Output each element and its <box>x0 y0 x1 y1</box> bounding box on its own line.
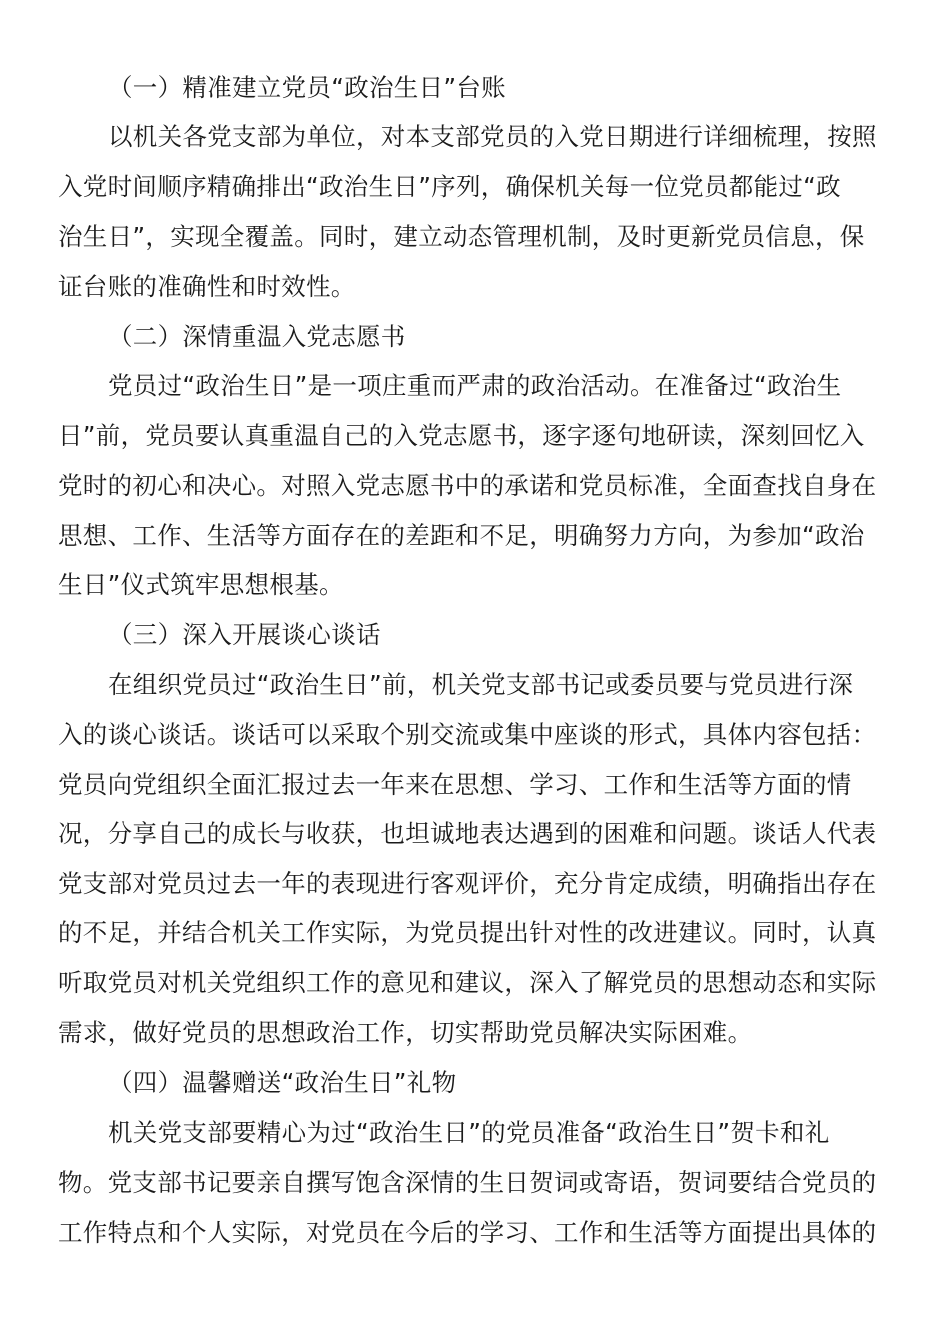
section-heading-4: （四）温馨赠送“政治生日”礼物 <box>108 1068 457 1097</box>
paragraph-line: 的不足，并结合机关工作实际，为党员提出针对性的改进建议。同时，认真 <box>58 918 877 947</box>
paragraph-line: 入的谈心谈话。谈话可以采取个别交流或集中座谈的形式，具体内容包括： <box>58 720 877 749</box>
paragraph-line: 党支部对党员过去一年的表现进行客观评价，充分肯定成绩，明确指出存在 <box>58 869 877 898</box>
paragraph-line: 需求，做好党员的思想政治工作，切实帮助党员解决实际困难。 <box>58 1018 753 1047</box>
paragraph-line: 思想、工作、生活等方面存在的差距和不足，明确努力方向，为参加“政治 <box>58 521 865 550</box>
paragraph-line: 工作特点和个人实际，对党员在今后的学习、工作和生活等方面提出具体的 <box>58 1218 877 1247</box>
paragraph-line: 在组织党员过“政治生日”前，机关党支部书记或委员要与党员进行深 <box>108 670 854 699</box>
paragraph-line: 以机关各党支部为单位，对本支部党员的入党日期进行详细梳理，按照 <box>108 122 877 151</box>
paragraph-line: 况，分享自己的成长与收获，也坦诚地表达遇到的困难和问题。谈话人代表 <box>58 819 877 848</box>
paragraph-line: 机关党支部要精心为过“政治生日”的党员准备“政治生日”贺卡和礼 <box>108 1118 830 1147</box>
paragraph-line: 生日”仪式筑牢思想根基。 <box>58 570 344 599</box>
paragraph-line: 证台账的准确性和时效性。 <box>58 272 356 301</box>
paragraph-line: 入党时间顺序精确排出“政治生日”序列，确保机关每一位党员都能过“政 <box>58 172 841 201</box>
paragraph-line: 听取党员对机关党组织工作的意见和建议，深入了解党员的思想动态和实际 <box>58 968 877 997</box>
paragraph-line: 治生日”，实现全覆盖。同时，建立动态管理机制，及时更新党员信息，保 <box>58 222 865 251</box>
section-heading-1: （一）精准建立党员“政治生日”台账 <box>108 73 506 102</box>
paragraph-line: 日”前，党员要认真重温自己的入党志愿书，逐字逐句地研读，深刻回忆入 <box>58 421 865 450</box>
paragraph-line: 党员向党组织全面汇报过去一年来在思想、学习、工作和生活等方面的情 <box>58 770 852 799</box>
paragraph-line: 党员过“政治生日”是一项庄重而严肃的政治活动。在准备过“政治生 <box>108 371 842 400</box>
section-heading-3: （三）深入开展谈心谈话 <box>108 620 381 649</box>
paragraph-line: 物。党支部书记要亲自撰写饱含深情的生日贺词或寄语，贺词要结合党员的 <box>58 1168 877 1197</box>
section-heading-2: （二）深情重温入党志愿书 <box>108 322 406 351</box>
paragraph-line: 党时的初心和决心。对照入党志愿书中的承诺和党员标准，全面查找自身在 <box>58 471 877 500</box>
